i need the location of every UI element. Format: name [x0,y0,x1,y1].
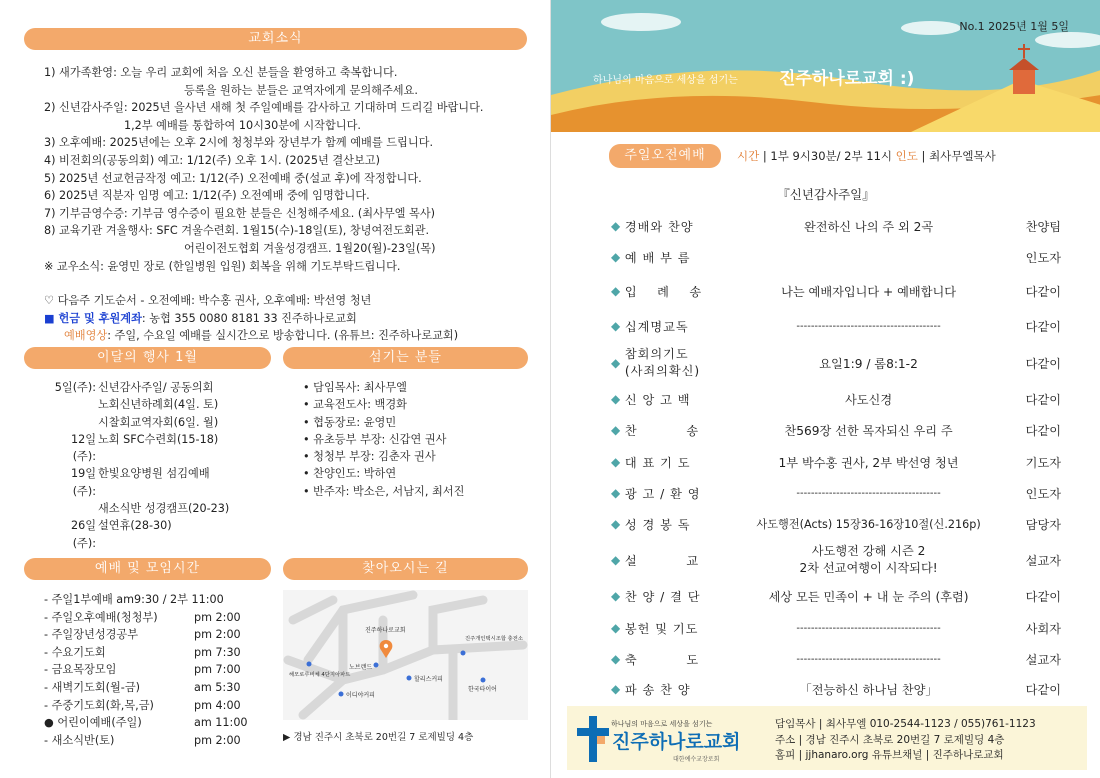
news-item: 어린이전도협회 겨울성경캠프. 1월20(월)-23일(목) [184,241,436,255]
order-row: ◆ 예 배 부 름 인도자 [611,250,1061,265]
footer [567,706,1087,770]
map-label-coffee1: 할리스커피 [414,676,443,683]
time-row: - 금요목장모임 pm 7:00 [44,663,241,677]
news-item: ※ 교우소식: 윤영민 장로 (한일병원 입원) 회복을 위해 기도부탁드립니다. [44,259,401,273]
video-value: : 주일, 수요일 예배를 실시간으로 방송합니다. (유튜브: 진주하나로교회) [107,329,459,342]
prayer-order: ♡ 다음주 기도순서 - 오전예배: 박수홍 권사, 오후예배: 박선영 청년 [44,294,372,307]
staff-item: • 교육전도사: 백경화 [303,398,407,412]
map-label-norae: 노브랜드 [349,664,373,671]
service-theme: 『신년감사주일』 [777,187,875,202]
order-row: ◆ 축 도 ---------------------------------------- 설교자 [611,652,1061,667]
order-row: ◆ 십계명교독 ---------------------------------------- 다같이 [611,319,1061,334]
news-item: 3) 오후예배: 2025년에는 오후 2시에 청청부와 장년부가 함께 예배를 드립니다. [44,136,434,150]
prayer-info [44,292,544,345]
header-banner [551,0,1100,132]
staff-item: • 협동장로: 윤영민 [303,415,397,429]
order-row: ◆ 설 교 사도행전 강해 시즌 2 2차 선교여행이 시작되다! 설교자 [611,544,1061,575]
map-label-church: 진주하나로교회 [365,627,406,634]
map-label-coffee2: 이디야커피 [346,692,375,699]
news-title: 교회소식 [24,28,527,50]
order-row: ◆ 신 앙 고 백 사도신경 다같이 [611,392,1061,407]
time-row: - 수요기도회 pm 7:30 [44,645,241,659]
event-row: 노회신년하례회(4일. 토) [98,398,219,412]
footer-web: 홈피 | jjhanaro.org 유튜브채널 | 진주하나로교회 [775,749,1004,761]
time-row: ● 어린이예배(주일) am 11:00 [44,716,248,730]
news-item: 2) 신년감사주일: 2025년 을사년 새해 첫 주일예배를 감사하고 기대하며 드리길 바랍니다. [44,101,484,115]
map-address: ▶ 경남 진주시 초북로 20번길 7 로제빌딩 4층 [283,732,474,743]
order-row: ◆ 찬 양 / 결 단 세상 모든 민족이 + 내 눈 주의 (후렴) 다같이 [611,589,1061,604]
issue-date: No.1 2025년 1월 5일 [959,20,1069,33]
service-info: 시간 | 1부 9시30분/ 2부 11시 인도 | 최사무엘목사 [737,149,996,163]
offering-label: ■ 헌금 및 후원계좌 [44,311,142,325]
event-row: 26일(주): 설연휴(28-30) [70,519,172,550]
staff-item: • 유초등부 부장: 신갑연 권사 [303,432,447,446]
time-row: - 주일오후예배(청청부) pm 2:00 [44,610,241,624]
order-row: ◆ 파 송 찬 양 「전능하신 하나님 찬양」 다같이 [611,682,1061,697]
order-row: ◆ 찬 송 찬569장 선한 목자되신 우리 주 다같이 [611,423,1061,438]
news-item: 7) 기부금영수증: 기부금 영수증이 필요한 분들은 신청해주세요. (최사무엘 목사) [44,206,436,220]
right-page [550,0,1100,778]
order-row: ◆ 광 고 / 환 영 ---------------------------------------- 인도자 [611,486,1061,501]
times-title: 예배 및 모임시간 [24,558,271,580]
map-label-mart: 진주개인택시조합 충전소 [465,636,523,642]
time-row: - 새소식반(토) pm 2:00 [44,733,241,747]
service-title: 주일오전예배 [609,144,721,168]
events-title: 이달의 행사 1월 [24,347,271,369]
location-map [283,590,528,720]
order-row: ◆ 봉헌 및 기도 ---------------------------------------- 사회자 [611,621,1061,636]
footer-church-name: 진주하나로교회 [612,731,741,753]
map-title: 찾아오시는 길 [283,558,528,580]
map-label-apt: 해모로루비체 4단지아파트 [289,672,351,678]
news-list [44,64,534,275]
time-row: - 주중기도회(화,목,금) pm 4:00 [44,698,241,712]
time-row: - 주일장년성경공부 pm 2:00 [44,628,241,642]
event-row: 시찰회교역자회(6일. 월) [98,415,219,429]
video-label: 예배영상 [64,329,108,342]
event-row: 19일(주): 한빛요양병원 섬김예배 [70,467,210,498]
news-item: 1,2부 예배를 통합하여 10시30분에 시작합니다. [124,118,361,132]
staff-item: • 담임목사: 최사무엘 [303,381,407,394]
map-roads [283,590,528,720]
events-list [48,379,268,552]
footer-denomination: 대한예수교장로회 [673,756,720,763]
footer-pastor: 담임목사 | 최사무엘 010-2544-1123 / 055)761-1123 [775,718,1036,730]
news-item: 등록을 원하는 분들은 교역자에게 문의해주세요. [184,83,418,97]
news-item: 5) 2025년 선교헌금작정 예고: 1/12(주) 오전예배 중(설교 후)에 작정합니다. [44,171,422,185]
offering-value: : 농협 355 0080 8181 33 진주하나로교회 [141,311,357,325]
event-row: 12일(주): 노회 SFC수련회(15-18) [70,432,219,464]
event-row: 5일(주): 신년감사주일/ 공동의회 [54,381,214,394]
time-row: - 주일1부예배 am9:30 / 2부 11:00 [44,593,224,606]
footer-address: 주소 | 경남 진주시 초북로 20번길 7 로제빌딩 4층 [775,733,1005,746]
staff-title: 섬기는 분들 [283,347,528,369]
news-item: 8) 교육기관 겨울행사: SFC 겨울수련회. 1월15(수)-18일(토), 창녕여전도회관. [44,224,430,238]
map-label-tire: 한국타이어 [468,686,497,693]
news-item: 4) 비전회의(공동의회) 예고: 1/12(주) 오후 1시. (2025년 결산보고) [44,153,380,167]
event-row: 새소식반 성경캠프(20-23) [98,502,230,516]
order-row: ◆ 대 표 기 도 1부 박수홍 권사, 2부 박선영 청년 기도자 [611,455,1061,470]
footer-slogan: 하나님의 마음으로 세상을 섬기는 [611,720,713,728]
worship-order [611,210,1061,704]
news-item: 1) 새가족환영: 오늘 우리 교회에 처음 오신 분들을 환영하고 축복합니다. [44,66,398,79]
news-item: 6) 2025년 직분자 임명 예고: 1/12(주) 오전예배 중에 임명합니다. [44,189,370,203]
banner-church-name: 진주하나로교회 :) [779,69,915,89]
order-row: ◆ 성 경 봉 독 사도행전(Acts) 15장36-16장10절(신.216p) 담당자 [611,517,1061,532]
order-row: ◆ 참회의기도 (사죄의확신) 요일1:9 / 롬8:1-2 다같이 [611,347,1061,378]
banner-slogan: 하나님의 마음으로 세상을 섬기는 [593,75,738,86]
staff-item: • 청청부 부장: 김춘자 권사 [303,450,436,464]
footer-contact [775,717,1036,764]
staff-list [303,379,533,500]
order-row: ◆ 경배와 찬양 완전하신 나의 주 외 2곡 찬양팀 [611,219,1061,234]
order-row: ◆ 입 례 송 나는 예배자입니다 + 예배합니다 다같이 [611,284,1061,299]
times-list [44,591,264,749]
church-logo-icon [573,714,613,764]
time-row: - 새벽기도회(월-금) am 5:30 [44,680,241,694]
staff-item: • 반주자: 박소은, 서남지, 최서진 [303,484,465,498]
staff-item: • 찬양인도: 박하연 [303,467,397,481]
